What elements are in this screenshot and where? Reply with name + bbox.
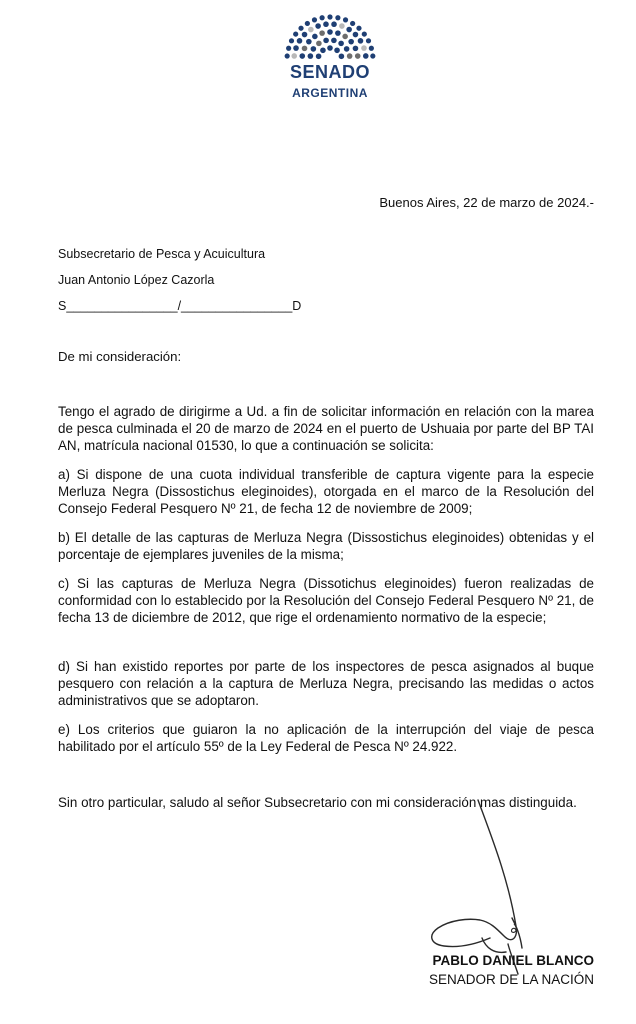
salutation: De mi consideración: xyxy=(58,349,182,364)
emblem-dot xyxy=(302,46,308,52)
emblem-dot xyxy=(353,46,359,52)
emblem-dot xyxy=(363,53,369,59)
emblem-dot xyxy=(320,47,326,53)
place-date: Buenos Aires, 22 de marzo de 2024.- xyxy=(379,195,594,210)
emblem-dot xyxy=(320,15,325,20)
logo-senado-text: SENADO xyxy=(289,62,370,82)
emblem-dot xyxy=(293,31,298,36)
recipient-sd-line: S________________/________________D xyxy=(58,299,302,313)
emblem-dot xyxy=(312,34,318,40)
emblem-dot xyxy=(348,39,354,45)
emblem-dot xyxy=(362,31,367,36)
emblem-dot xyxy=(355,53,361,59)
emblem-dot xyxy=(319,30,325,36)
emblem-dot xyxy=(369,46,374,51)
emblem-dot xyxy=(327,14,332,19)
emblem-dot xyxy=(370,53,375,58)
handwritten-signature xyxy=(420,798,540,978)
request-item-d: d) Si han existido reportes por parte de los inspectores de pesca asignados al buque pesquero con relación a la captura de Merluza Negra, precisando las medidas o actos administrativos que se adoptaron. xyxy=(58,659,594,709)
emblem-dot xyxy=(305,21,310,26)
emblem-dot xyxy=(285,53,290,58)
emblem-dot xyxy=(298,26,303,31)
emblem-dot xyxy=(297,38,303,44)
recipient-title: Subsecretario de Pesca y Acuicultura xyxy=(58,247,266,261)
emblem-dot xyxy=(311,46,317,52)
emblem-dot xyxy=(316,53,322,59)
emblem-dot xyxy=(361,45,367,51)
logo-argentina-text: ARGENTINA xyxy=(292,86,368,100)
emblem-dot xyxy=(331,38,337,44)
emblem-dot xyxy=(302,32,308,38)
request-item-b: b) El detalle de las capturas de Merluza Negra (Dissostichus eleginoides) obtenidas y el porcentaje de ejemplares juveniles de la misma; xyxy=(58,530,594,563)
emblem-dot xyxy=(350,21,355,26)
request-item-a: a) Si dispone de una cuota individual transferible de captura vigente para la especie Merluza Negra (Dissostichus eleginoides), otorgada en el marco de la Resolución del Consejo Federal Pesquero Nº 21, de fecha 12 de noviembre de 2009; xyxy=(58,467,594,517)
emblem-dot xyxy=(312,17,317,22)
emblem-dot xyxy=(299,53,305,59)
request-item-e: e) Los criterios que guiaron la no aplicación de la interrupción del viaje de pesca habilitado por el artículo 55º de la Ley Federal de Pesca Nº 24.922. xyxy=(58,722,594,755)
emblem-dot xyxy=(323,38,329,44)
emblem-dot xyxy=(316,41,322,47)
emblem-dot xyxy=(353,32,359,38)
senado-logo xyxy=(280,14,380,100)
emblem-dot xyxy=(342,34,348,40)
emblem-dot xyxy=(306,39,312,45)
emblem-dot xyxy=(346,27,352,33)
emblem-dot xyxy=(335,30,341,36)
emblem-dot xyxy=(286,46,291,51)
intro-paragraph: Tengo el agrado de dirigirme a Ud. a fin de solicitar información en relación con la marea de pesca culminada el 20 de marzo de 2024 en el puerto de Ushuaia por parte del BP TAI AN, matrícula nacional 01530, lo que a continuación se solicita: xyxy=(58,404,594,454)
hemicycle-emblem-icon xyxy=(280,14,380,60)
emblem-dot xyxy=(343,17,348,22)
signer-name: PABLO DANIEL BLANCO xyxy=(432,953,594,968)
emblem-dot xyxy=(323,21,329,27)
emblem-dot xyxy=(291,53,297,59)
emblem-dot xyxy=(335,15,340,20)
emblem-dot xyxy=(308,53,314,59)
emblem-dot xyxy=(327,45,333,51)
emblem-dot xyxy=(327,29,333,35)
emblem-dot xyxy=(293,45,299,51)
emblem-dot xyxy=(344,46,350,52)
emblem-dot xyxy=(356,26,361,31)
emblem-dot xyxy=(339,23,345,29)
emblem-dot xyxy=(308,27,314,33)
emblem-dot xyxy=(358,38,364,44)
emblem-dot xyxy=(315,23,321,29)
signer-title: SENADOR DE LA NACIÓN xyxy=(428,972,594,987)
emblem-dot xyxy=(347,53,353,59)
emblem-dot xyxy=(338,41,344,47)
recipient-name: Juan Antonio López Cazorla xyxy=(58,273,215,287)
request-item-c: c) Si las capturas de Merluza Negra (Dissotichus eleginoides) fueron realizadas de conformidad con lo establecido por la Resolución del Consejo Federal Pesquero Nº 21, de fecha 13 de diciembre de 2012, que rige el ordenamiento normativo de la especie; xyxy=(58,576,594,626)
emblem-dot xyxy=(366,38,371,43)
emblem-dot xyxy=(339,53,345,59)
closing-paragraph: Sin otro particular, saludo al señor Subsecretario con mi consideración mas distinguida. xyxy=(58,795,577,810)
emblem-dot xyxy=(289,38,294,43)
emblem-dot xyxy=(331,21,337,27)
emblem-dot xyxy=(334,47,340,53)
